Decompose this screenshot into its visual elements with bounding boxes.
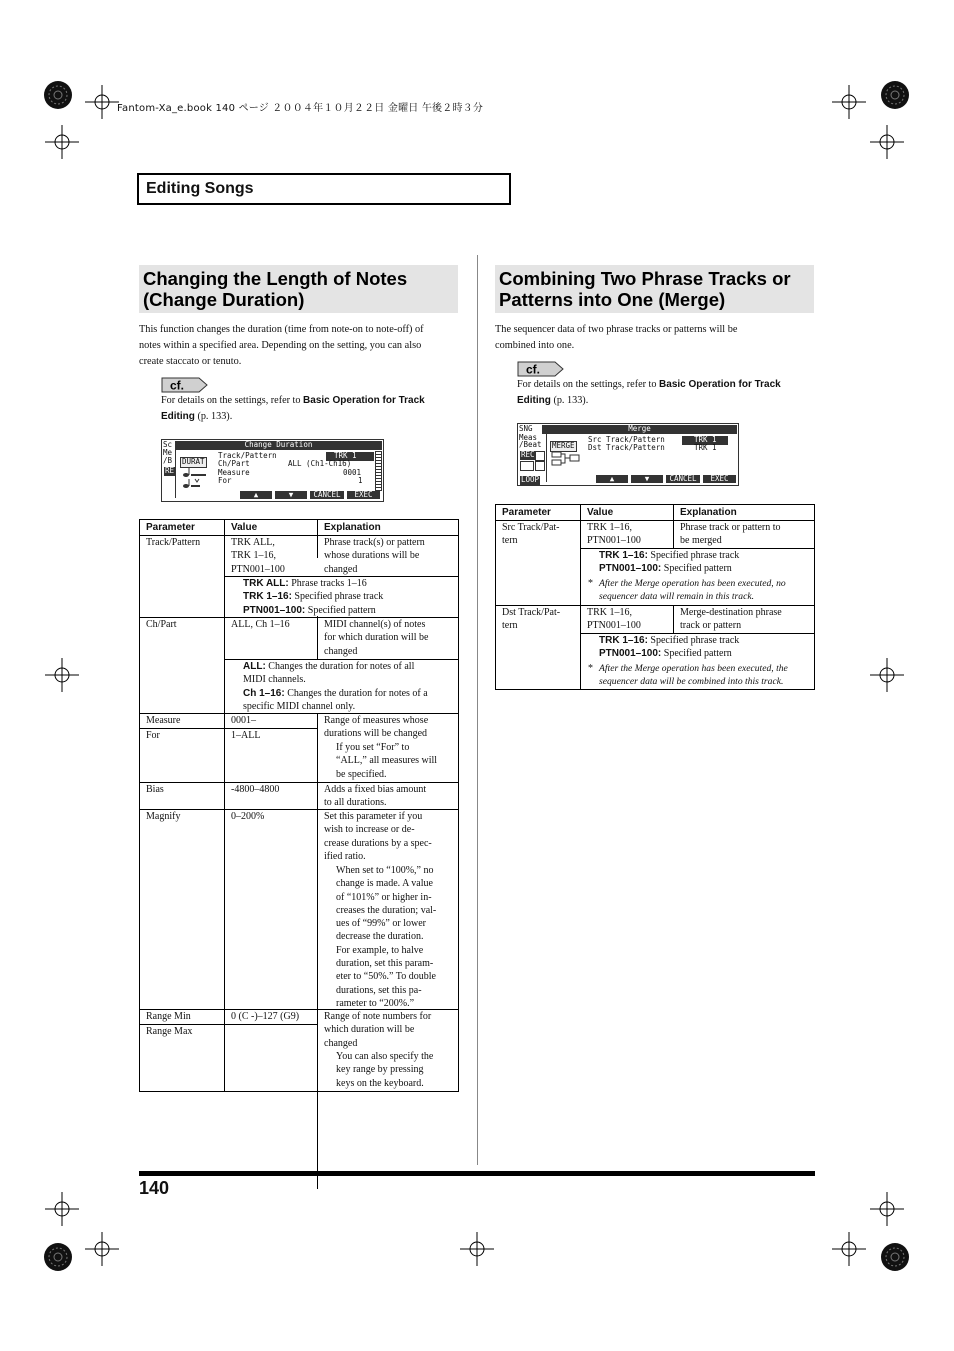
dst-note: After the Merge operation has been executed, the sequencer data will be combined into this track. xyxy=(599,663,788,688)
param-bias: Bias xyxy=(146,784,164,795)
merge-lcd-screen: Merge SNG Meas /Beat REC LOOP MERGE Src Track/Pattern TRK 1 Dst Track/Pattern TRK 1 ▲ ▼ CANCEL EXEC xyxy=(517,423,739,486)
merge-parameter-table xyxy=(495,504,815,690)
col-header-value: Value xyxy=(587,507,614,518)
param-measure: Measure xyxy=(146,715,181,726)
reference-link[interactable]: Basic Operation for Track xyxy=(303,395,425,406)
crosshair-mark-icon xyxy=(45,1192,79,1226)
lcd-up-button[interactable]: ▲ xyxy=(240,491,272,499)
expl-track-pattern: Phrase track(s) or pattern whose durations will be changed xyxy=(324,537,425,575)
dst-detail: TRK 1–16: Specified phrase track PTN001–100: Specified pattern xyxy=(599,635,740,660)
file-header-line: Fantom-Xa_e.book 140 ページ ２００４年１０月２２日 金曜日 午後２時３分 xyxy=(117,103,484,114)
value-measure: 0001– xyxy=(231,715,256,726)
param-dst-track-pattern: Dst Track/Pat- tern xyxy=(502,607,561,632)
value-src-track-pattern: TRK 1–16, PTN001–100 xyxy=(587,522,641,547)
col-header-explanation: Explanation xyxy=(324,522,381,533)
lcd-cancel-button[interactable]: CANCEL xyxy=(666,475,700,483)
crosshair-mark-icon xyxy=(85,85,119,119)
left-intro-paragraph: This function changes the duration (time from note-on to note-off) of notes within a specified area. Depending on the setting, you can also create staccato or tenuto. xyxy=(139,324,424,367)
rosette-mark-icon xyxy=(43,80,73,110)
value-ch-part: ALL, Ch 1–16 xyxy=(231,619,290,630)
section-title: Editing Songs xyxy=(146,180,254,197)
crosshair-mark-icon xyxy=(45,658,79,692)
col-header-parameter: Parameter xyxy=(502,507,551,518)
value-range: 0 (C -)–127 (G9) xyxy=(231,1011,300,1022)
reference-link-cont[interactable]: Editing xyxy=(517,395,551,406)
param-range-max: Range Max xyxy=(146,1026,193,1037)
cf-reference-icon xyxy=(161,377,209,393)
page-number: 140 xyxy=(139,1178,170,1198)
lcd-exec-button[interactable]: EXEC xyxy=(347,491,380,499)
crosshair-mark-icon xyxy=(460,1232,494,1266)
src-detail: TRK 1–16: Specified phrase track PTN001–100: Specified pattern xyxy=(599,550,740,575)
reference-link-cont[interactable]: Editing xyxy=(161,411,195,422)
expl-measure-for: Range of measures whose durations will be changed xyxy=(324,715,429,740)
crosshair-mark-icon xyxy=(832,1232,866,1266)
footer-rule xyxy=(139,1171,815,1176)
lcd-rec-indicator: RE xyxy=(165,466,175,475)
crosshair-mark-icon xyxy=(870,125,904,159)
expl-ch-part: MIDI channel(s) of notes for which duration will be changed xyxy=(324,619,429,657)
col-header-explanation: Explanation xyxy=(680,507,737,518)
value-for: 1–ALL xyxy=(231,730,261,741)
lcd-cancel-button[interactable]: CANCEL xyxy=(310,491,344,499)
expl-range: Range of note numbers for which duration will be changed xyxy=(324,1011,432,1049)
col-header-parameter: Parameter xyxy=(146,522,195,533)
merge-diagram-icon xyxy=(551,451,581,467)
expl-bias: Adds a fixed bias amount to all durations. xyxy=(324,784,427,809)
value-bias: -4800–4800 xyxy=(231,784,280,795)
magnify-note: When set to “100%,” no change is made. A value of “101%” or higher in- creases the duration; val- ues of “99%” or lower decrease the duration. For example, to halve duration, set this param- eter to “50%.” To double durations, set this pa- rameter to “200%.” xyxy=(336,865,437,1009)
measure-for-note: If you set “For” to “ALL,” all measures will be specified. xyxy=(336,742,438,780)
param-ch-part: Ch/Part xyxy=(146,619,177,630)
lcd-scrollbar[interactable] xyxy=(375,451,382,491)
right-heading-box xyxy=(495,265,814,313)
lcd-title-bar: Change Duration xyxy=(175,441,382,450)
left-heading-box xyxy=(139,265,458,313)
value-dst-track-pattern: TRK 1–16, PTN001–100 xyxy=(587,607,641,632)
src-note-star: * xyxy=(588,578,593,589)
lcd-exec-button[interactable]: EXEC xyxy=(703,475,736,483)
dst-note-star: * xyxy=(588,663,593,674)
reference-link[interactable]: Basic Operation for Track xyxy=(659,379,781,390)
crosshair-mark-icon xyxy=(870,658,904,692)
param-range-min: Range Min xyxy=(146,1011,191,1022)
src-note: After the Merge operation has been executed, no sequencer data will remain in this track. xyxy=(599,578,786,603)
column-divider xyxy=(477,255,478,1165)
cf-reference-icon xyxy=(517,361,565,377)
right-heading: Combining Two Phrase Tracks or Patterns into One (Merge) xyxy=(499,268,791,310)
range-note: You can also specify the key range by pressing keys on the keyboard. xyxy=(336,1051,434,1089)
change-duration-parameter-table xyxy=(139,519,459,1092)
cf-label: cf. xyxy=(170,378,185,393)
param-magnify: Magnify xyxy=(146,811,181,822)
cf-label: cf. xyxy=(526,362,541,377)
crosshair-mark-icon xyxy=(832,85,866,119)
crosshair-mark-icon xyxy=(85,1232,119,1266)
expl-src-track-pattern: Phrase track or pattern to be merged xyxy=(680,522,781,547)
left-reference-note: For details on the settings, refer to Basic Operation for Track Editing (p. 133). xyxy=(161,395,425,422)
lcd-down-button[interactable]: ▼ xyxy=(631,475,663,483)
lcd-tag: MERGE xyxy=(552,441,575,450)
ch-part-detail: ALL: Changes the duration for notes of all MIDI channels. Ch 1–16: Changes the duration for notes of a specific MIDI channel only. xyxy=(243,661,428,712)
rosette-mark-icon xyxy=(880,1242,910,1272)
rosette-mark-icon xyxy=(880,80,910,110)
lcd-selected-value: TRK 1 xyxy=(326,452,374,461)
col-header-value: Value xyxy=(231,522,258,533)
track-pattern-detail: TRK ALL: Phrase tracks 1–16 TRK 1–16: Specified phrase track PTN001–100: Specified pattern xyxy=(243,578,384,616)
crosshair-mark-icon xyxy=(45,125,79,159)
value-track-pattern: TRK ALL, TRK 1–16, PTN001–100 xyxy=(231,537,285,575)
lcd-selected-value: TRK 1 xyxy=(682,436,728,445)
note-duration-icon xyxy=(182,467,208,489)
rosette-mark-icon xyxy=(43,1242,73,1272)
right-reference-note: For details on the settings, refer to Basic Operation for Track Editing (p. 133). xyxy=(517,379,781,406)
expl-magnify: Set this parameter if you wish to increase or de- crease durations by a spec- ified ratio. xyxy=(324,811,432,862)
param-track-pattern: Track/Pattern xyxy=(146,537,201,548)
value-magnify: 0–200% xyxy=(231,811,265,822)
lcd-tag: DURAT xyxy=(182,457,205,466)
expl-dst-track-pattern: Merge-destination phrase track or pattern xyxy=(680,607,782,632)
param-for: For xyxy=(146,730,160,741)
lcd-up-button[interactable]: ▲ xyxy=(596,475,628,483)
crosshair-mark-icon xyxy=(870,1192,904,1226)
lcd-title-bar: Merge xyxy=(542,425,737,434)
change-duration-lcd-screen: Change Duration Sc Me /B RE DURAT Track/Pattern TRK 1 Ch/Part ALL (Ch1-Ch16) Measure 0001 For 1 ▲ ▼ CANCEL EXEC xyxy=(161,439,384,502)
left-heading: Changing the Length of Notes (Change Duration) xyxy=(143,268,408,310)
lcd-down-button[interactable]: ▼ xyxy=(275,491,307,499)
right-intro-paragraph: The sequencer data of two phrase tracks or patterns will be combined into one. xyxy=(495,324,738,351)
param-src-track-pattern: Src Track/Pat- tern xyxy=(502,522,560,547)
lcd-rec-indicator: REC xyxy=(521,450,535,459)
